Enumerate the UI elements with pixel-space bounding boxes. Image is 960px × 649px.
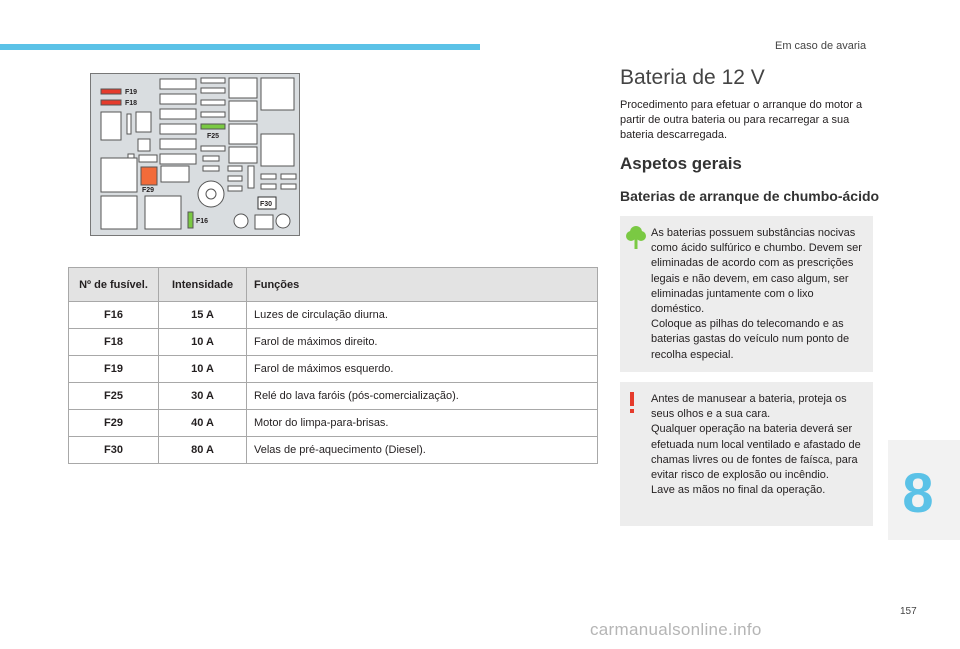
fuse-f16 [188, 212, 193, 228]
fuse-number: F18 [69, 329, 159, 356]
label-f16: F16 [196, 218, 209, 225]
header-intensity: Intensidade [159, 268, 247, 302]
fuse-function: Luzes de circulação diurna. [247, 302, 598, 329]
fuse-number: F16 [69, 302, 159, 329]
fuse-f25 [201, 124, 225, 129]
fuse-number: F25 [69, 383, 159, 410]
page-number: 157 [900, 606, 917, 617]
table-row [69, 410, 598, 437]
fuse-number: F19 [69, 356, 159, 383]
table-row [69, 383, 598, 410]
fuse-function: Relé do lava faróis (pós-comercialização). [247, 383, 598, 410]
chapter-number: 8 [902, 461, 934, 524]
fuse-intensity: 40 A [159, 410, 247, 437]
fuse-intensity: 10 A [159, 356, 247, 383]
chapter-tab [888, 440, 960, 540]
fuse-box-diagram [90, 73, 300, 236]
chapter-title: Em caso de avaria [775, 40, 867, 52]
header-functions: Funções [247, 268, 598, 302]
label-f29: F29 [142, 187, 155, 194]
label-f30: F30 [260, 201, 273, 208]
section-subheading: Baterias de arranque de chumbo-ácido [620, 188, 880, 204]
warning-note-text-1: Antes de manusear a bateria, proteja os seus olhos e a sua cara. [651, 393, 847, 421]
table-header-row [69, 268, 598, 302]
fuse-intensity: 10 A [159, 329, 247, 356]
fuse-intensity: 80 A [159, 437, 247, 464]
section-title: Bateria de 12 V [620, 66, 765, 89]
table-row [69, 356, 598, 383]
table-row [69, 329, 598, 356]
watermark: carmanualsonline.info [590, 620, 762, 639]
fuse-intensity: 30 A [159, 383, 247, 410]
fuse-f18 [101, 100, 121, 105]
fuse-f29 [141, 167, 157, 185]
header-accent-bar [0, 44, 480, 50]
warning-note-text-2: Qualquer operação na bateria deverá ser efetuada num local ventilado e afastado de chamas livres ou de fontes de faísca, para evitar risco de explosão ou incêndio. [651, 423, 861, 482]
fuse-box-drawing [91, 74, 301, 237]
tree-icon [625, 224, 647, 255]
fuse-function: Motor do limpa-para-brisas. [247, 410, 598, 437]
label-f25: F25 [207, 133, 220, 140]
fuse-function: Farol de máximos direito. [247, 329, 598, 356]
fuse-f19 [101, 89, 121, 94]
environment-note-text-1: As baterias possuem substâncias nocivas como ácido sulfúrico e chumbo. Devem ser eliminadas de acordo com as prescrições legais e não devem, em caso algum, ser eliminadas juntamente com o lixo doméstico. [651, 227, 862, 316]
warning-note [620, 382, 873, 526]
table-row [69, 437, 598, 464]
exclamation-icon [625, 390, 639, 419]
label-f18: F18 [125, 100, 138, 107]
environment-note [620, 216, 873, 372]
fuse-number: F29 [69, 410, 159, 437]
warning-note-text-3: Lave as mãos no final da operação. [651, 484, 826, 497]
table-row [69, 302, 598, 329]
fuse-function: Velas de pré-aquecimento (Diesel). [247, 437, 598, 464]
fuse-intensity: 15 A [159, 302, 247, 329]
section-intro: Procedimento para efetuar o arranque do motor a partir de outra bateria ou para recarregar a sua bateria descarregada. [620, 99, 863, 141]
label-f19: F19 [125, 89, 138, 96]
section-subtitle: Aspetos gerais [620, 154, 742, 173]
environment-note-text-2: Coloque as pilhas do telecomando e as baterias gastas do veículo num ponto de recolha especial. [651, 318, 850, 361]
fuse-function: Farol de máximos esquerdo. [247, 356, 598, 383]
fuse-number: F30 [69, 437, 159, 464]
fuse-table [68, 267, 598, 464]
header-fuse-number: Nº de fusível. [69, 268, 159, 302]
